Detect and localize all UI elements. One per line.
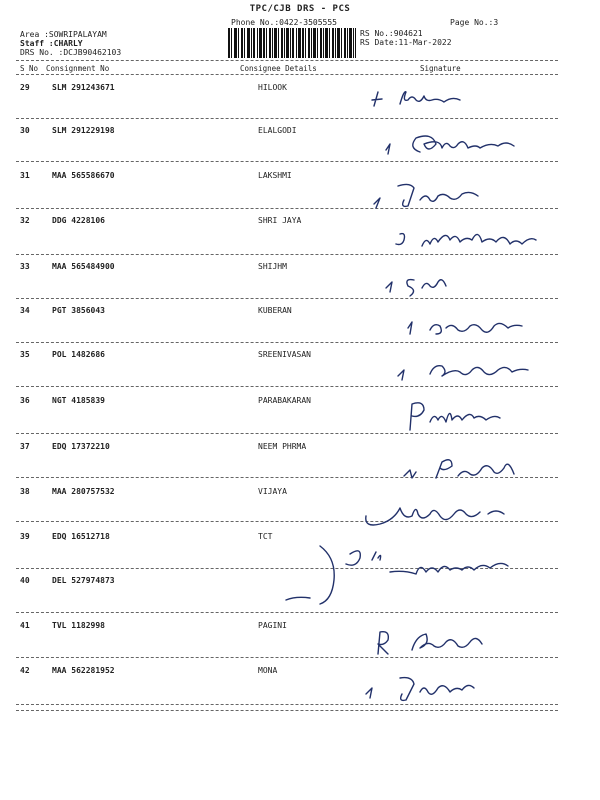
page-number: Page No.:3 — [450, 18, 499, 27]
row-sno: 40 — [20, 576, 30, 585]
row-sno: 41 — [20, 621, 30, 630]
staff-label: Staff :CHARLY — [20, 39, 83, 48]
area-label: Area :SOWRIPALAYAM — [20, 30, 107, 39]
signature-row-42 — [360, 670, 490, 706]
row-divider — [16, 386, 558, 387]
row-consignee: VIJAYA — [258, 487, 287, 496]
row-divider — [16, 254, 558, 255]
row-consignment: MAA 565484900 — [52, 262, 115, 271]
row-sno: 32 — [20, 216, 30, 225]
signature-row-38 — [360, 494, 520, 534]
row-consignee: NEEM PHRMA — [258, 442, 307, 451]
signature-row-39-40 — [280, 540, 550, 620]
row-consignment: DDG 4228106 — [52, 216, 105, 225]
row-sno: 37 — [20, 442, 30, 451]
row-consignee: KUBERAN — [258, 306, 292, 315]
col-consignee: Consignee Details — [240, 64, 317, 73]
row-divider — [16, 118, 558, 119]
barcode — [228, 28, 356, 58]
row-sno: 29 — [20, 83, 30, 92]
row-sno: 35 — [20, 350, 30, 359]
row-consignee: TCT — [258, 532, 273, 541]
col-sno: S No — [20, 64, 39, 73]
row-consignment: TVL 1182998 — [52, 621, 105, 630]
header-top-rule — [16, 60, 558, 61]
row-sno: 34 — [20, 306, 30, 315]
signature-row-35 — [390, 354, 540, 384]
row-consignment: SLM 291243671 — [52, 83, 115, 92]
signature-row-29 — [360, 84, 490, 114]
signature-row-41 — [370, 626, 500, 660]
row-sno: 39 — [20, 532, 30, 541]
row-divider — [16, 342, 558, 343]
row-consignment: EDQ 16512718 — [52, 532, 110, 541]
drs-number: DRS No. :DCJB90462103 — [20, 48, 122, 57]
row-consignee: SHIJHM — [258, 262, 287, 271]
signature-row-32 — [390, 222, 550, 254]
row-consignee: MONA — [258, 666, 278, 675]
row-consignee: SREENIVASAN — [258, 350, 311, 359]
signature-row-34 — [400, 312, 530, 342]
col-signature: Signature — [420, 64, 461, 73]
phone-number: Phone No.:0422-3505555 — [231, 18, 337, 27]
row-consignee: HILOOK — [258, 83, 287, 92]
row-consignment: MAA 565586670 — [52, 171, 115, 180]
table-bottom-rule — [16, 710, 558, 711]
row-sno: 42 — [20, 666, 30, 675]
row-consignment: MAA 562281952 — [52, 666, 115, 675]
row-consignment: NGT 4185839 — [52, 396, 105, 405]
signature-row-33 — [380, 268, 480, 298]
row-sno: 36 — [20, 396, 30, 405]
row-consignee: SHRI JAYA — [258, 216, 302, 225]
row-consignment: MAA 280757532 — [52, 487, 115, 496]
signature-row-37 — [400, 452, 530, 486]
document-title: TPC/CJB DRS - PCS — [249, 4, 351, 14]
signature-row-36 — [400, 396, 510, 436]
row-consignment: POL 1482686 — [52, 350, 105, 359]
col-consignment: Consignment No — [46, 64, 110, 73]
row-consignee: ELALGODI — [258, 126, 297, 135]
row-consignment: PGT 3856043 — [52, 306, 105, 315]
row-consignee: PAGINI — [258, 621, 287, 630]
row-consignment: DEL 527974873 — [52, 576, 115, 585]
row-sno: 31 — [20, 171, 30, 180]
row-sno: 30 — [20, 126, 30, 135]
signature-row-31 — [370, 178, 490, 212]
rs-number: RS No.:904621 — [360, 29, 423, 38]
row-consignee: LAKSHMI — [258, 171, 292, 180]
row-consignment: SLM 291229198 — [52, 126, 115, 135]
row-consignee: PARABAKARAN — [258, 396, 311, 405]
header-bottom-rule — [16, 74, 558, 75]
row-divider — [16, 298, 558, 299]
rs-date: RS Date:11-Mar-2022 — [360, 38, 452, 47]
row-consignment: EDQ 17372210 — [52, 442, 110, 451]
row-sno: 38 — [20, 487, 30, 496]
row-sno: 33 — [20, 262, 30, 271]
signature-row-30 — [380, 130, 530, 164]
